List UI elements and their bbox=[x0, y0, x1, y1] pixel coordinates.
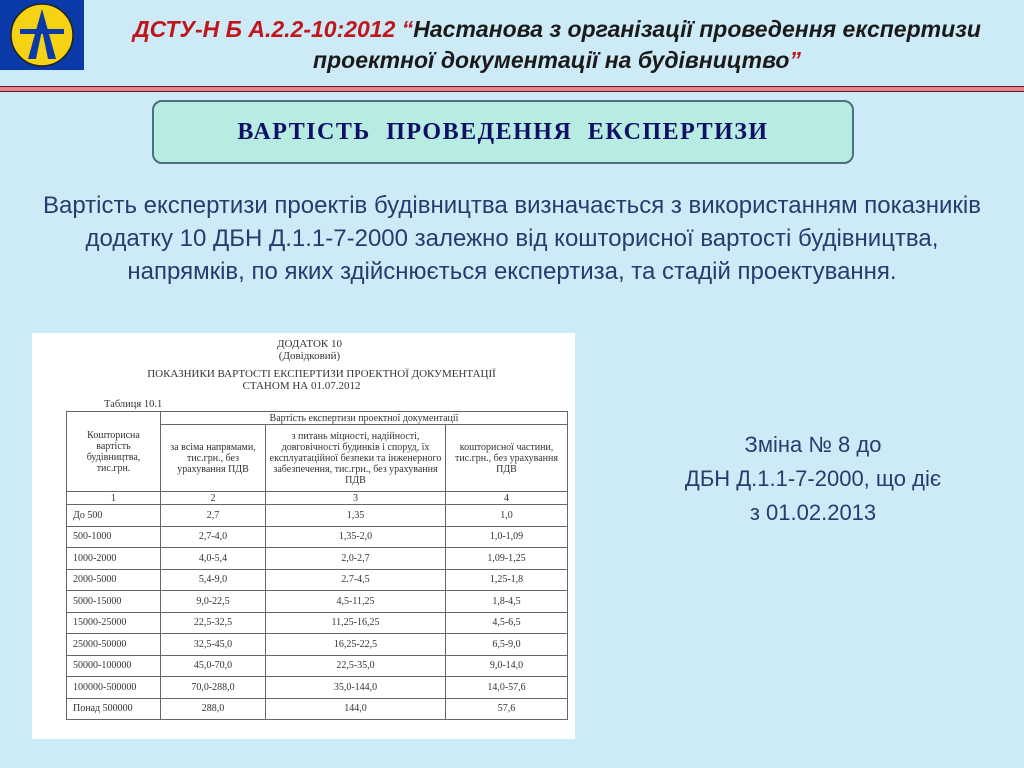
table-row bbox=[67, 526, 568, 548]
table-cell: 2,0-2,7 bbox=[266, 548, 446, 570]
table-cell: 1,8-4,5 bbox=[446, 591, 568, 613]
table-cell: 288,0 bbox=[161, 698, 266, 720]
appendix-number: ДОДАТОК 10 bbox=[277, 338, 342, 350]
table-cell: 2.7-4,5 bbox=[266, 569, 446, 591]
standard-title: Настанова з організації проведення експертизи проектної документації на будівництво bbox=[313, 16, 981, 73]
table-cell: 45,0-70,0 bbox=[161, 655, 266, 677]
table-cell: 5,4-9,0 bbox=[161, 569, 266, 591]
table-header-estimate: кошторисної частини, тис.грн., без урахування ПДВ bbox=[446, 425, 568, 492]
amendment-note bbox=[628, 428, 998, 530]
table-cell-cost: 1000-2000 bbox=[67, 548, 161, 570]
table-row bbox=[67, 655, 568, 677]
table-cell-cost: 500-1000 bbox=[67, 526, 161, 548]
section-heading-box bbox=[152, 100, 854, 164]
table-cell: 57,6 bbox=[446, 698, 568, 720]
table-cell-cost: 5000-15000 bbox=[67, 591, 161, 613]
table-cell: 9,0-22,5 bbox=[161, 591, 266, 613]
organization-logo bbox=[0, 0, 84, 70]
table-row bbox=[67, 698, 568, 720]
document-title-line1: ПОКАЗНИКИ ВАРТОСТІ ЕКСПЕРТИЗИ ПРОЕКТНОЇ ДОКУМЕНТАЦІЇ bbox=[147, 368, 496, 380]
table-row bbox=[67, 612, 568, 634]
table-cell: 2,7 bbox=[161, 505, 266, 527]
table-row bbox=[67, 569, 568, 591]
table-header-all-directions: за всіма напрямами, тис.грн., без урахування ПДВ bbox=[161, 425, 266, 492]
header-divider bbox=[0, 86, 1024, 92]
table-row bbox=[67, 505, 568, 527]
table-cell: 22,5-35,0 bbox=[266, 655, 446, 677]
table-cell: 1,09-1,25 bbox=[446, 548, 568, 570]
table-cell-cost: 25000-50000 bbox=[67, 634, 161, 656]
table-cell: 6,5-9,0 bbox=[446, 634, 568, 656]
table-row bbox=[67, 548, 568, 570]
description-paragraph: Вартість експертизи проектів будівництва визначається з використанням показників додатку 10 ДБН Д.1.1-7-2000 залежно від кошторисної вартості будівництва, напрямків, по яких здійснюється експертиза, та стадій проектування. bbox=[42, 192, 981, 285]
amendment-line2: ДБН Д.1.1-7-2000, що діє bbox=[684, 466, 942, 491]
table-cell: 144,0 bbox=[266, 698, 446, 720]
table-col-number: 2 bbox=[161, 492, 266, 505]
table-cell: 1,35-2,0 bbox=[266, 526, 446, 548]
table-cell: 9,0-14,0 bbox=[446, 655, 568, 677]
table-cell: 1,0 bbox=[446, 505, 568, 527]
open-quote: “ bbox=[395, 16, 414, 42]
amendment-line3: з 01.02.2013 bbox=[749, 500, 877, 525]
table-cell: 11,25-16,25 bbox=[266, 612, 446, 634]
table-caption: Таблиця 10.1 bbox=[104, 399, 163, 410]
table-cell-cost: До 500 bbox=[67, 505, 161, 527]
table-cell-cost: Понад 500000 bbox=[67, 698, 161, 720]
table-col-number: 1 bbox=[67, 492, 161, 505]
table-cell: 22,5-32,5 bbox=[161, 612, 266, 634]
table-row bbox=[67, 634, 568, 656]
table-header-group: Вартість експертизи проектної документації bbox=[161, 412, 568, 425]
cost-table bbox=[66, 411, 568, 720]
table-cell: 4,5-6,5 bbox=[446, 612, 568, 634]
table-cell: 70,0-288,0 bbox=[161, 677, 266, 699]
table-header-strength: з питань міцності, надійності, довговічності будинків і споруд, їх експлуатаційної безпеки та інженерного забезпечення, тис.грн., без урахування ПДВ bbox=[266, 425, 446, 492]
close-quote: ” bbox=[789, 47, 801, 73]
document-header-title bbox=[112, 14, 1002, 76]
table-cell: 1,35 bbox=[266, 505, 446, 527]
appendix-reference: (Довідковий) bbox=[278, 350, 341, 362]
table-cell-cost: 50000-100000 bbox=[67, 655, 161, 677]
document-title-line2: СТАНОМ НА 01.07.2012 bbox=[242, 380, 361, 392]
table-col-number: 4 bbox=[446, 492, 568, 505]
table-cell: 35,0-144,0 bbox=[266, 677, 446, 699]
table-cell: 1,0-1,09 bbox=[446, 526, 568, 548]
table-row bbox=[67, 677, 568, 699]
section-heading: ВАРТІСТЬ ПРОВЕДЕННЯ ЕКСПЕРТИЗИ bbox=[237, 118, 769, 145]
table-cell-cost: 15000-25000 bbox=[67, 612, 161, 634]
table-cell: 1,25-1,8 bbox=[446, 569, 568, 591]
road-emblem-icon bbox=[0, 0, 84, 70]
table-cell-cost: 2000-5000 bbox=[67, 569, 161, 591]
table-cell: 4,0-5,4 bbox=[161, 548, 266, 570]
table-cell: 14,0-57,6 bbox=[446, 677, 568, 699]
table-row bbox=[67, 591, 568, 613]
table-cell: 32,5-45,0 bbox=[161, 634, 266, 656]
standard-code: ДСТУ-Н Б А.2.2-10:2012 bbox=[133, 16, 396, 42]
table-cell: 2,7-4,0 bbox=[161, 526, 266, 548]
amendment-line1: Зміна № 8 до bbox=[744, 432, 882, 457]
table-cell: 4,5-11,25 bbox=[266, 591, 446, 613]
table-cell: 16,25-22,5 bbox=[266, 634, 446, 656]
table-cell-cost: 100000-500000 bbox=[67, 677, 161, 699]
table-col-number: 3 bbox=[266, 492, 446, 505]
table-header-cost: Кошторисна вартість будівництва, тис.грн. bbox=[67, 412, 161, 492]
appendix-document-image bbox=[32, 333, 575, 739]
